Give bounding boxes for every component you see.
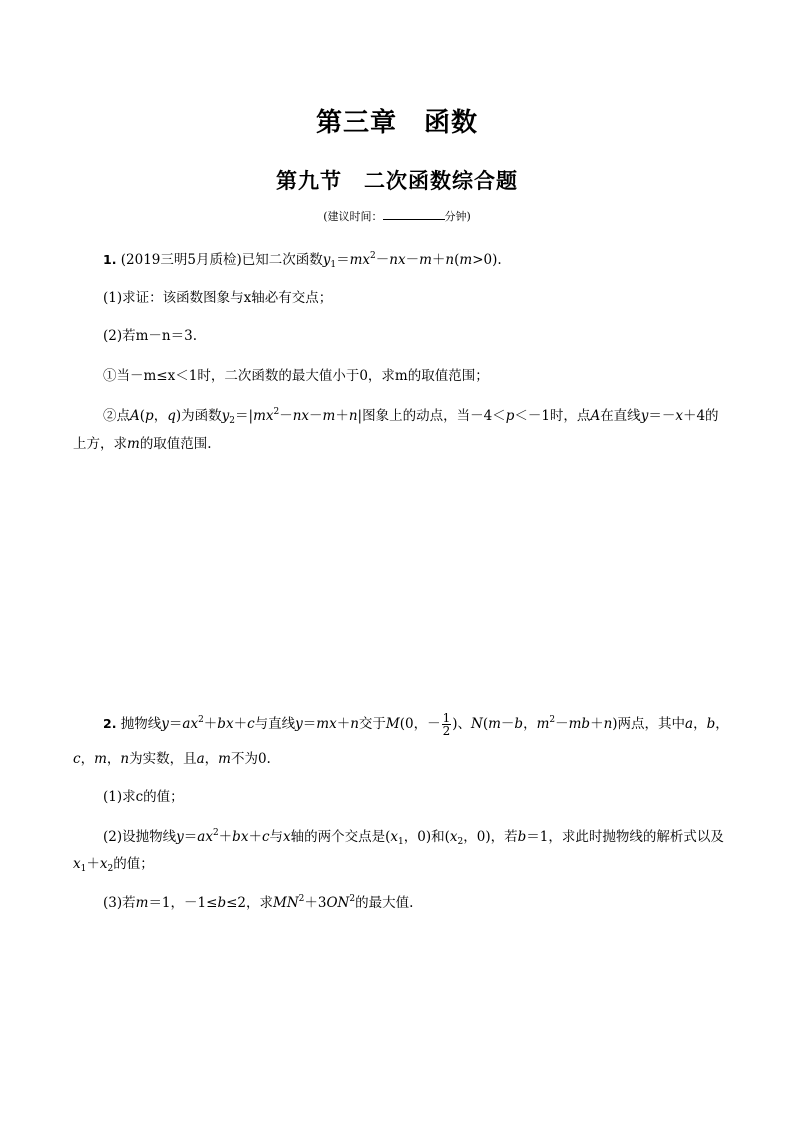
question-2-stem: 2. 抛物线$y=ax^2+bx+c$与直线y＝mx＋n交于M(0，－ $\frac{1}{2}$ )、N(m－b，$m^2-mb+n$)两点，其中a，b，: [103, 711, 729, 738]
question-1-sub-1: ①当－m≤x＜1时，二次函数的最大值小于0，求m的取值范围；: [103, 368, 489, 384]
question-1-part-1: (1)求证：该函数图象与x轴必有交点；: [103, 290, 333, 306]
question-2-part-1: (1)求c的值；: [103, 789, 184, 805]
suggested-time-note: (建议时间： 分钟): [323, 210, 471, 223]
fraction: $\frac{1}{2}$: [442, 711, 451, 738]
question-2-stem-cont: c，m，n为实数，且a，m不为0.: [73, 751, 271, 767]
question-1-sub-2: ②点A(p，q)为函数$y_2=|mx^2-nx-m+n|$图象上的动点，当－4＜p＜－1时，点A在直线y＝－x＋4的: [103, 407, 719, 426]
question-1-stem: 1. (2019三明5月质检)已知二次函数$y_1=mx^2-nx-m+n(m>0)$.: [103, 251, 502, 270]
question-number: 1.: [103, 252, 117, 267]
question-1-part-2: (2)若m－n＝3.: [103, 328, 197, 344]
chapter-title: 第三章 函数: [315, 108, 478, 138]
question-source: (2019三明5月质检): [120, 252, 242, 268]
section-title: 第九节 二次函数综合题: [276, 169, 518, 193]
question-number: 2.: [103, 716, 117, 731]
question-2-part-2-cont: $x_1+x_2$的值；: [73, 856, 154, 874]
question-2-part-3: (3)若m＝1，－1≤b≤2，求$MN^2+3ON^2$的最大值.: [103, 894, 414, 911]
time-blank: [383, 209, 445, 220]
question-2-part-2: (2)设抛物线$y=ax^2+bx+c$与x轴的两个交点是($x_1$，0)和($x_2$，0)，若b＝1，求此时抛物线的解析式以及: [103, 828, 724, 847]
question-1-sub-2-cont: 上方，求m的取值范围.: [73, 436, 212, 452]
